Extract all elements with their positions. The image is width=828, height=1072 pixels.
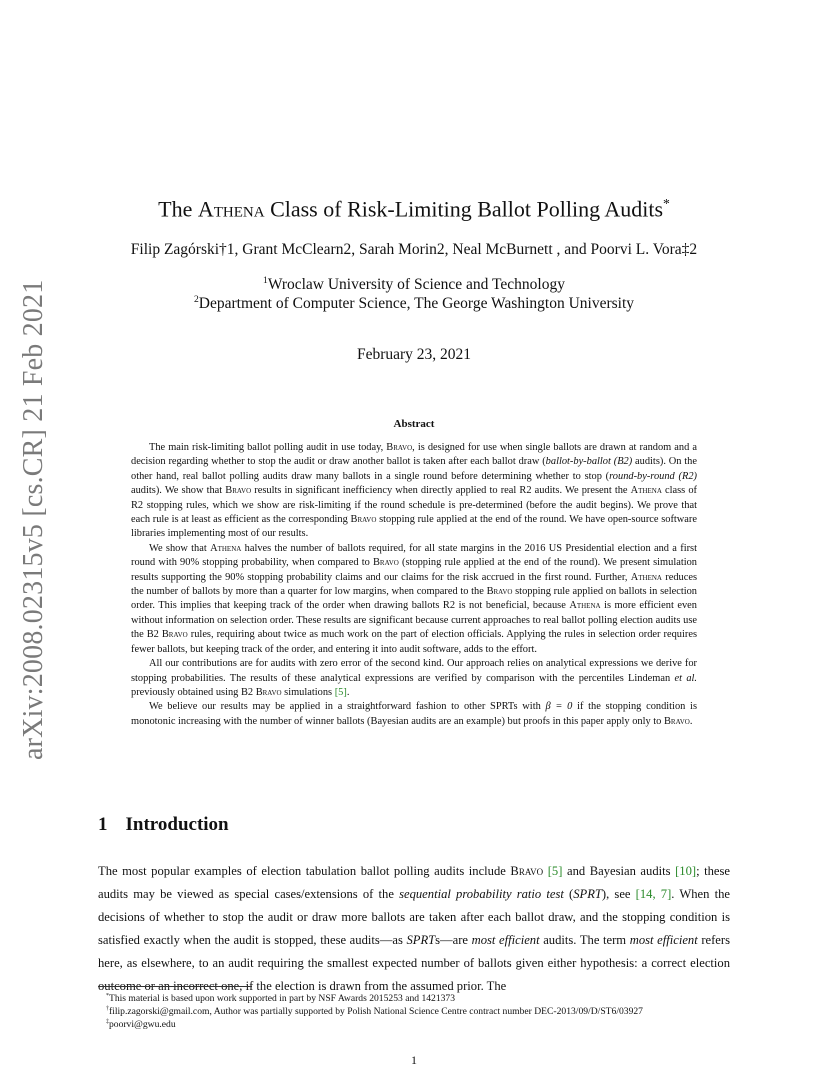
abstract-body <box>131 441 697 729</box>
citation-link[interactable]: [10] <box>675 864 697 878</box>
footnote: *This material is based upon work supported in part by NSF Awards 2015253 and 1421373 <box>106 993 456 1005</box>
abstract-paragraph: All our contributions are for audits with zero error of the second kind. Our approach relies on analytical expressions we derive for stopping probabilities. The results of these analytical expressions are verified by comparison with the percentiles Lindeman et al. previously obtained using B2 Bravo simulations [5]. <box>131 658 697 698</box>
intro-paragraph: The most popular examples of election tabulation ballot polling audits include Bravo [5] and Bayesian audits [10]; these audits may be viewed as special cases/extensions of the sequential probability ratio test (SPRT), see [14, 7]. When the decisions of whether to stop the audit or draw more ballots are taken after each ballot draw, and the stopping condition is satisfied exactly when the audit is stopped, these audits—as SPRTs—are most efficient audits. The term most efficient refers here, as elsewhere, to an audit requiring the smallest expected number of ballots given either hypothesis: a correct election outcome or an incorrect one, if the election is drawn from the assumed prior. The <box>98 864 730 993</box>
footnote: †filip.zagorski@gmail.com, Author was partially supported by Polish National Science Centre contract number DEC-2013/09/D/ST6/03927 <box>106 1006 643 1018</box>
section-heading: 1 Introduction <box>98 814 229 835</box>
citation-link[interactable]: [5] <box>547 864 563 878</box>
citation-link[interactable]: [5] <box>334 686 347 698</box>
affiliation-1: $^1$Wroclaw University of Science and Technology <box>263 275 565 294</box>
paper-title: The Athena Class of Risk-Limiting Ballot Polling Audits* <box>158 196 670 222</box>
abstract-paragraph: We show that Athena halves the number of ballots required, for all state margins in the 2016 US Presidential election and a first round with 90% stopping probability, when compared to Bravo (stopping rule applied at the end of the round). We present simulation results supporting the 90% stopping probability claims and our claims for the risk accrued in the first round. Further, Athena reduces the number of ballots by more than a quarter for low margins, when compared to the Bravo stopping rule applied on ballots in selection order. This implies that keeping track of the order when drawing ballots R2 is not beneficial, because Athena is more efficient even without information on selection order. These results are significant because current approaches to real ballot polling election audits use the B2 Bravo rules, requiring about twice as much work on the part of election officials. Applying the rules in selection order requires fewer ballots, but keeping track of the order, and entering it into audit software, adds to the effort. <box>131 542 698 655</box>
footnote-rule <box>98 986 252 987</box>
author-list: Filip Zagórski†1, Grant McClearn2, Sarah Morin2, Neal McBurnett , and Poorvi L. Vora‡2 <box>130 241 698 258</box>
abstract-heading: Abstract <box>393 418 435 430</box>
footnote: ‡poorvi@gwu.edu <box>106 1019 176 1031</box>
affiliation-2: $^2$Department of Computer Science, The George Washington University <box>193 294 635 313</box>
abstract-paragraph: The main risk-limiting ballot polling audit in use today, Bravo, is designed for use when single ballots are drawn at random and a decision regarding whether to stop the audit or draw another ballot is taken after each ballot draw (ballot-by-ballot (B2) audits). On the other hand, real ballot polling audits draw many ballots in a single round before determining whether to stop (round-by-round (R2) audits). We show that Bravo results in significant inefficiency when directly applied to real R2 audits. We present the Athena class of R2 stopping rules, which we show are risk-limiting if the round schedule is pre-determined (before the audit begins). We prove that each rule is at least as efficient as the corresponding Bravo stopping rule applied at the end of the round. We have open-source software libraries implementing most of our results. <box>131 442 697 540</box>
page-number: 1 <box>411 1053 417 1067</box>
paper-date: February 23, 2021 <box>356 346 472 363</box>
introduction-body <box>98 860 730 998</box>
arxiv-sidebar-stamp: arXiv:2008.02315v5 [cs.CR] 21 Feb 2021 <box>18 279 49 760</box>
abstract-paragraph: We believe our results may be applied in a straightforward fashion to other SPRTs with β = 0 if the stopping condition is monotonic increasing with the number of winner ballots (Bayesian audits are an example) but proofs in this paper apply only to Bravo. <box>131 701 697 727</box>
citation-link[interactable]: [14, 7] <box>635 887 672 901</box>
